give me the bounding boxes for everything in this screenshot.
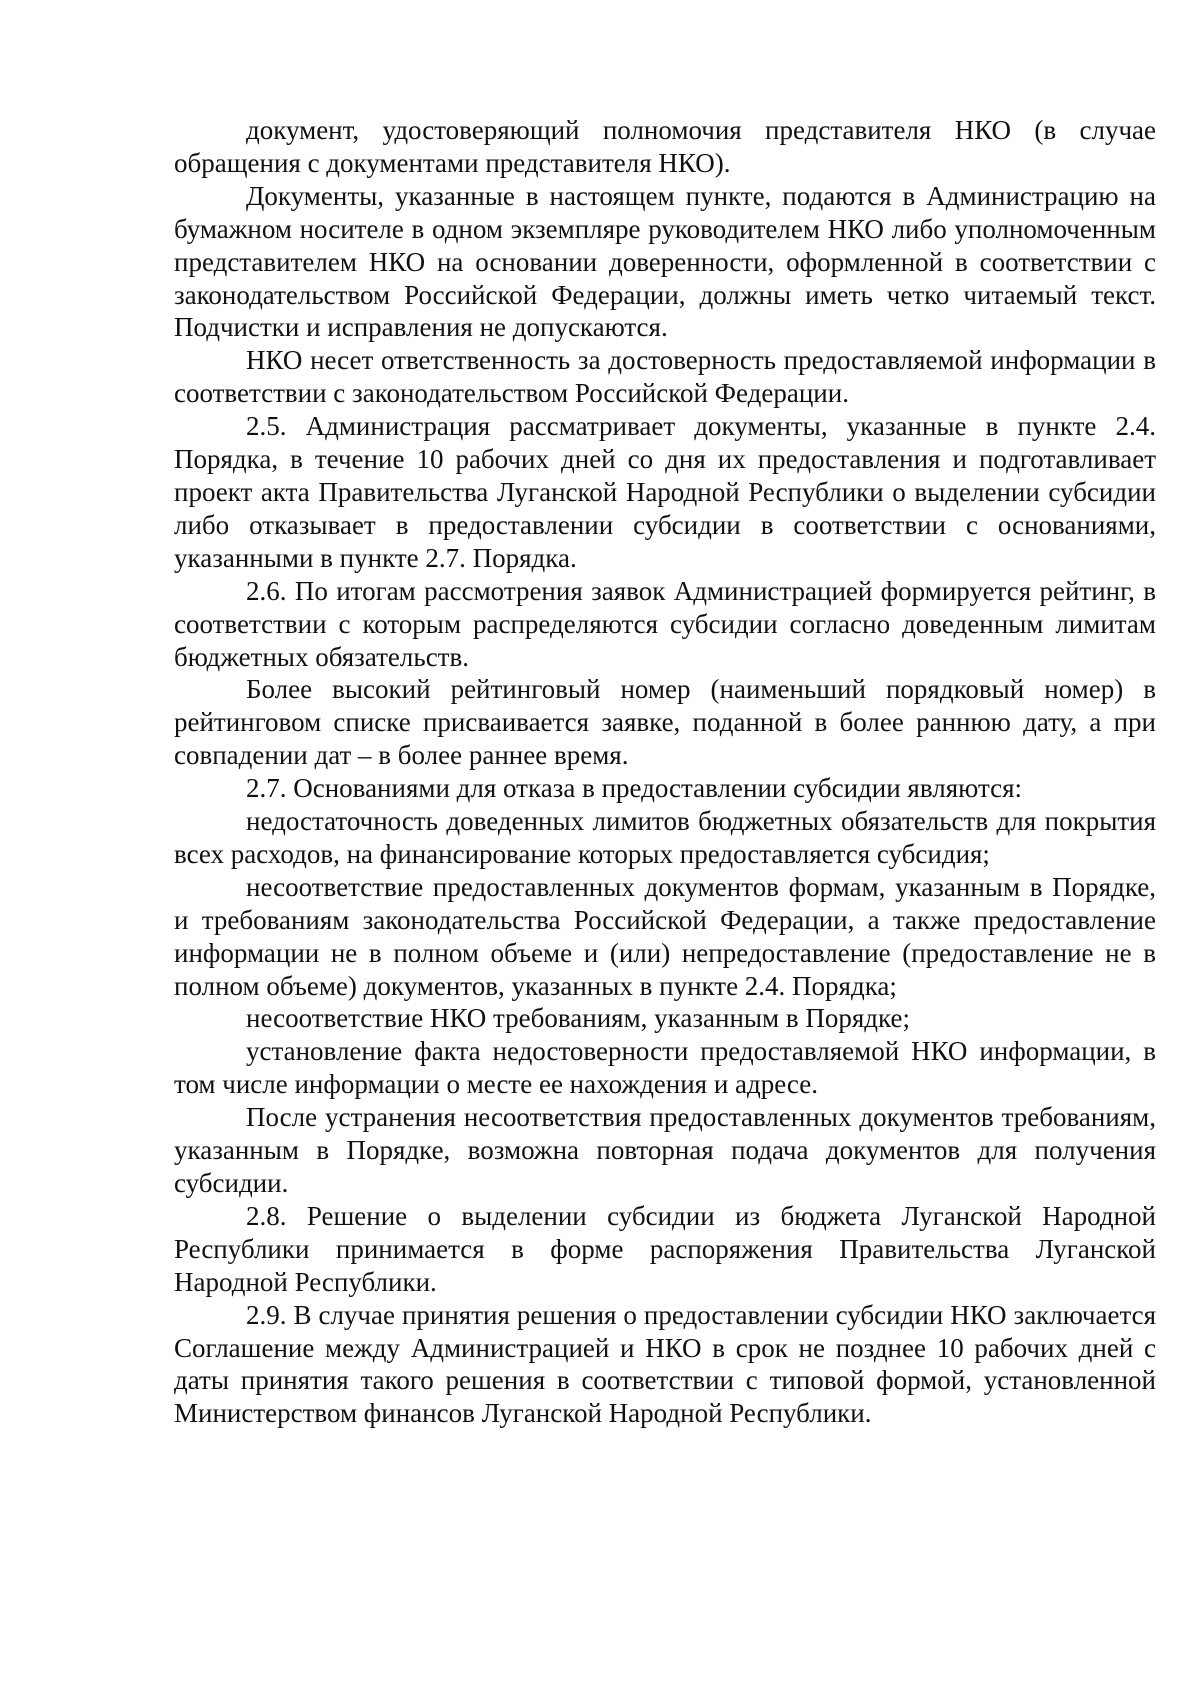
document-body	[174, 114, 1156, 1430]
paragraph-clause-2-6: 2.6. По итогам рассмотрения заявок Администрацией формируется рейтинг, в соответствии с которым распределяются субсидии согласно доведенным лимитам бюджетных обязательств.	[174, 575, 1156, 672]
paragraph-clause-2-9: 2.9. В случае принятия решения о предоставлении субсидии НКО заключается Соглашение между Администрацией и НКО в срок не позднее 10 рабочих дней с даты принятия такого решения в соответствии с типовой формой, установленной Министерством финансов Луганской Народной Республики.	[174, 1299, 1156, 1429]
paragraph-document-mismatch: несоответствие предоставленных документов формам, указанным в Порядке, и требованиям законодательства Российской Федерации, а также предоставление информации не в полном объеме и (или) непредоставление (предоставление не в полном объеме) документов, указанных в пункте 2.4. Порядка;	[174, 871, 1156, 1001]
paragraph-document-submission: Документы, указанные в настоящем пункте, подаются в Администрацию на бумажном носителе в одном экземпляре руководителем НКО либо уполномоченным представителем НКО на основании доверенности, оформленной в соответствии с законодательством Российской Федерации, должны иметь четко читаемый текст. Подчистки и исправления не допускаются.	[174, 180, 1156, 343]
paragraph-insufficient-limits: недостаточность доведенных лимитов бюджетных обязательств для покрытия всех расходов, на финансирование которых предоставляется субсидия;	[174, 806, 1156, 869]
paragraph-clause-2-5: 2.5. Администрация рассматривает документы, указанные в пункте 2.4. Порядка, в течение 10 рабочих дней со дня их предоставления и подготавливает проект акта Правительства Луганской Народной Республики о выделении субсидии либо отказывает в предоставлении субсидии в соответствии с основаниями, указанными в пункте 2.7. Порядка.	[174, 411, 1156, 573]
paragraph-representative-document: документ, удостоверяющий полномочия представителя НКО (в случае обращения с документами представителя НКО).	[174, 115, 1156, 178]
paragraph-nko-mismatch: несоответствие НКО требованиям, указанным в Порядке;	[246, 1003, 910, 1034]
paragraph-clause-2-7: 2.7. Основаниями для отказа в предоставлении субсидии являются:	[246, 773, 1022, 804]
paragraph-clause-2-8: 2.8. Решение о выделении субсидии из бюджета Луганской Народной Республики принимается в форме распоряжения Правительства Луганской Народной Республики.	[174, 1200, 1156, 1297]
paragraph-resubmission: После устранения несоответствия предоставленных документов требованиям, указанным в Порядке, возможна повторная подача документов для получения субсидии.	[174, 1102, 1156, 1198]
paragraph-rating-number: Более высокий рейтинговый номер (наименьший порядковый номер) в рейтинговом списке присваивается заявке, поданной в более раннюю дату, а при совпадении дат – в более раннее время.	[174, 674, 1156, 771]
paragraph-nko-responsibility: НКО несет ответственность за достоверность предоставляемой информации в соответствии с законодательством Российской Федерации.	[174, 345, 1156, 409]
paragraph-unreliable-info: установление факта недостоверности предоставляемой НКО информации, в том числе информации о месте ее нахождения и адресе.	[174, 1036, 1156, 1100]
